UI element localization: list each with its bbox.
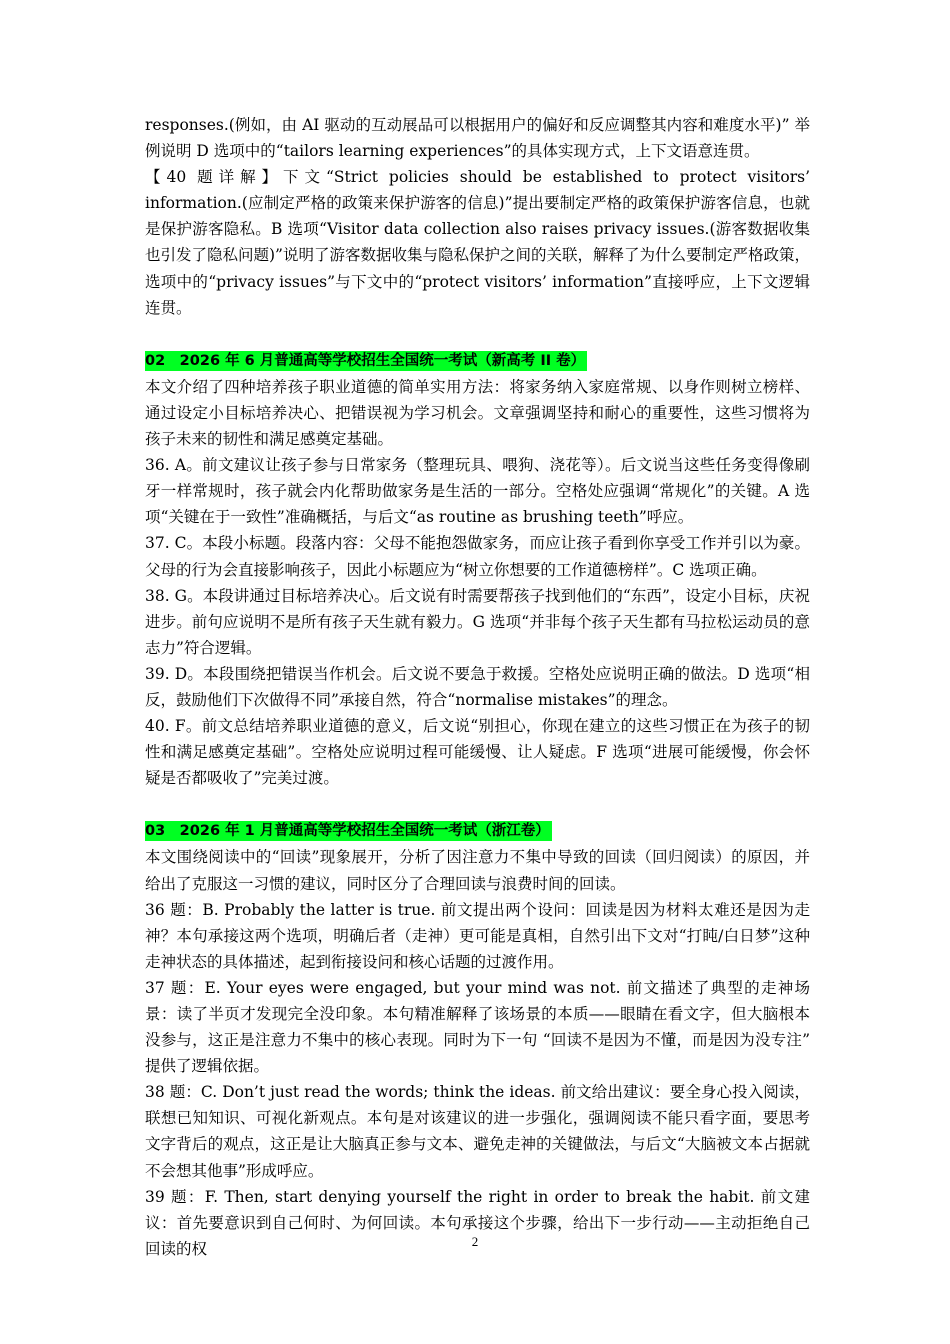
section-03-q38: 38 题：C. Don’t just read the words; think the ideas. 前文给出建议：要全身心投入阅读，联想已知知识、可视化新观点。本句是对该建议的进一步强化，强调阅读不能只看字面，要思考文字背后的观点，这正是让大脑真正参与文本、避免走神的关键做法，与后文“大脑被文本占据就不会想其他事”形成呼应。 [145,1083,810,1180]
section-heading-03-text: 03 2026 年 1 月普通高等学校招生全国统一考试（浙江卷） [145,823,550,840]
page-number: 2 [471,1234,479,1249]
section-02-q40: 40. F。前文总结培养职业道德的意义，后文说“别担心，你现在建立的这些习惯正在为孩子的韧性和满足感奠定基础”。空格处应说明过程可能缓慢、让人疑虑。F 选项“进展可能缓慢，你会怀疑是否都吸收了”完美过渡。 [145,717,810,788]
section-02-q39: 39. D。本段围绕把错误当作机会。后文说不要急于救援。空格处应说明正确的做法。D 选项“相反，鼓励他们下次做得不同”承接自然，符合“normalise mistakes”的理念。 [145,664,810,709]
section-02-q38: 38. G。本段讲通过目标培养决心。后文说有时需要帮孩子找到他们的“东西”，设定小目标，庆祝进步。前句应说明不是所有孩子天生就有毅力。G 选项“并非每个孩子天生都有马拉松运动员的意志力”符合逻辑。 [145,586,810,657]
section-heading-02-text: 02 2026 年 6 月普通高等学校招生全国统一考试（新高考 II 卷） [145,352,586,369]
section-02-q37: 37. C。本段小标题。段落内容：父母不能抱怨做家务，而应让孩子看到你享受工作并引以为豪。父母的行为会直接影响孩子，因此小标题应为“树立你想要的工作道德榜样”。C 选项正确。 [145,534,810,579]
section-03-q39: 39 题：F. Then, start denying yourself the right in order to break the habit. 前文建议：首先要意识到自己何时、为何回读。本句承接这个步骤，给出下一步行动——主动拒绝自己回读的权 [145,1187,810,1258]
section-03-q37: 37 题：E. Your eyes were engaged, but your mind was not. 前文描述了典型的走神场景：读了半页才发现完全没印象。本句精准解释了该场景的本质——眼睛在看文字，但大脑根本没参与，这正是注意力不集中的核心表现。同时为下一句 “回读不是因为不懂，而是因为没专注” 提供了逻辑依据。 [145,978,810,1076]
section-02-q36: 36. A。前文建议让孩子参与日常家务（整理玩具、喂狗、浇花等）。后文说当这些任务变得像刷牙一样常规时，孩子就会内化帮助做家务是生活的一部分。空格处应强调“常规化”的关键。A 选项“关键在于一致性”准确概括，与后文“as routine as brushing teeth”呼应。 [145,456,810,527]
document-body [145,112,810,1262]
paragraph-q40-explanation: 【40 题详解】下文“Strict policies should be established to protect visitors’ information.(应制定严格的政策来保护游客的信息)”提出要制定严格的政策保护游客信息，也就是保护游客隐私。B 选项“Visitor data collection also raises privacy issues.(游客数据收集也引发了隐私问题)”说明了游客数据收集与隐私保护之间的关联，解释了为什么要制定严格政策，选项中的“privacy issues”与下文中的“protect visitors’ information”直接呼应，上下文逻辑连贯。 [145,168,810,317]
section-03-q36: 36 题：B. Probably the latter is true. 前文提出两个设问：回读是因为材料太难还是因为走神？本句承接这两个选项，明确后者（走神）更可能是真相，自然引出下文对“打盹/白日梦”这种走神状态的具体描述，起到衔接设问和核心话题的过渡作用。 [145,900,810,971]
paragraph-q39-explanation-end: responses.(例如，由 AI 驱动的互动展品可以根据用户的偏好和反应调整其内容和难度水平)” 举例说明 D 选项中的“tailors learning experiences”的具体实现方式，上下文语意连贯。 [145,116,810,161]
section-heading-03 [145,817,810,844]
section-heading-02 [145,347,810,374]
section-02-summary: 本文介绍了四种培养孩子职业道德的简单实用方法：将家务纳入家庭常规、以身作则树立榜样、通过设定小目标培养决心、把错误视为学习机会。文章强调坚持和耐心的重要性，这些习惯将为孩子未来的韧性和满足感奠定基础。 [145,377,810,449]
section-03-summary: 本文围绕阅读中的“回读”现象展开，分析了因注意力不集中导致的回读（回归阅读）的原因，并给出了克服这一习惯的建议，同时区分了合理回读与浪费时间的回读。 [145,848,810,893]
